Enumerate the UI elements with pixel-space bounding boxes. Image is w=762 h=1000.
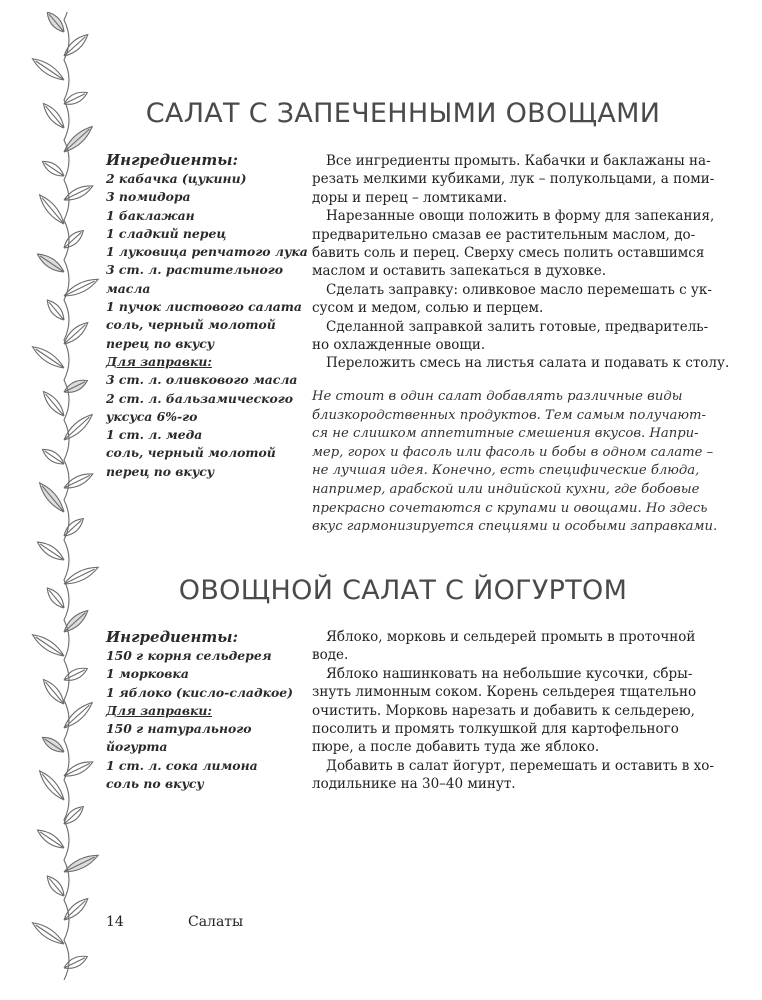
leaf-icon bbox=[40, 734, 67, 756]
instruction-line: лодильнике на 30–40 минут. bbox=[312, 776, 516, 793]
instruction-line: знуть лимонным соком. Корень сельдерея тщательно bbox=[312, 684, 697, 701]
note-line: ся не слишком аппетитные смешения вкусов. Напри- bbox=[312, 426, 699, 442]
leaf-icon bbox=[61, 607, 91, 635]
leaf-icon bbox=[61, 31, 91, 59]
note-line: Не стоит в один салат добавлять различные виды bbox=[312, 389, 683, 404]
instruction-line: Яблоко нашинковать на небольшие кусочки, сбры- bbox=[326, 665, 693, 682]
leaf-icon bbox=[62, 851, 100, 876]
dressing-item: перец по вкусу bbox=[106, 463, 215, 479]
dressing-item: 150 г натурального bbox=[106, 721, 252, 737]
leaf-icon bbox=[61, 227, 86, 251]
note-line: не лучшая идея. Конечно, есть специфические блюда, bbox=[312, 463, 700, 479]
leaf-vine-border bbox=[18, 12, 110, 980]
note-line: например, арабской или индийской кухни, где бобовые bbox=[312, 481, 700, 497]
chapter-name: Салаты bbox=[188, 914, 244, 930]
leaf-icon bbox=[30, 631, 67, 660]
ingredients-block-2 bbox=[106, 627, 306, 793]
ingredients-block-1 bbox=[106, 150, 306, 481]
instruction-line: резать мелкими кубиками, лук – полукольцами, а поми- bbox=[312, 171, 715, 188]
leaf-icon bbox=[62, 665, 89, 684]
instruction-line: пюре, а после добавить туда же яблоко. bbox=[312, 739, 600, 756]
dressing-item: уксуса 6%-го bbox=[106, 408, 198, 424]
ingredient-item: 2 кабачка (цукини) bbox=[106, 171, 247, 186]
dressing-item: соль по вкусу bbox=[106, 776, 204, 792]
dressing-item: 1 ст. л. сока лимона bbox=[106, 757, 258, 773]
leaf-icon bbox=[30, 55, 67, 84]
instruction-line: Сделанной заправкой залить готовые, предваритель- bbox=[326, 318, 709, 335]
leaf-icon bbox=[62, 470, 95, 492]
instruction-line: посолить и промять толкушкой для картофельного bbox=[312, 721, 679, 738]
ingredient-item: соль, черный молотой bbox=[106, 317, 276, 333]
leaf-icon bbox=[61, 515, 86, 539]
dressing-heading: Для заправки: bbox=[106, 702, 213, 718]
instruction-line: Переложить смесь на листья салата и подавать к столу. bbox=[326, 355, 730, 372]
leaf-icon bbox=[36, 768, 67, 803]
leaf-icon bbox=[62, 563, 100, 588]
leaf-icon bbox=[40, 101, 67, 131]
leaf-icon bbox=[44, 873, 68, 899]
instruction-line: доры и перец – ломтиками. bbox=[312, 189, 507, 206]
dressing-item: 2 ст. л. бальзамического bbox=[106, 390, 294, 406]
leaf-icon bbox=[35, 538, 67, 563]
instruction-line: маслом и оставить запекаться в духовке. bbox=[312, 263, 607, 280]
instruction-line: Яблоко, морковь и сельдерей промыть в проточной bbox=[326, 629, 696, 645]
dressing-item: 1 ст. л. меда bbox=[106, 427, 203, 443]
instruction-line: Нарезанные овощи положить в форму для запекания, bbox=[326, 208, 715, 225]
leaf-icon bbox=[40, 389, 67, 419]
ingredient-item: 1 сладкий перец bbox=[106, 225, 227, 241]
leaf-icon bbox=[61, 319, 91, 347]
ingredient-item: 1 яблоко (кисло-сладкое) bbox=[106, 684, 293, 700]
leaf-icon bbox=[61, 123, 95, 155]
leaf-icon bbox=[30, 919, 67, 948]
page-number: 14 bbox=[106, 914, 124, 930]
leaf-icon bbox=[36, 480, 67, 515]
ingredients-heading: Ингредиенты: bbox=[106, 628, 239, 646]
leaf-icon bbox=[36, 192, 67, 227]
instruction-line: предварительно смазав ее растительным маслом, до- bbox=[312, 226, 696, 243]
dressing-item: соль, черный молотой bbox=[106, 445, 276, 461]
dressing-heading: Для заправки: bbox=[106, 353, 213, 369]
leaf-icon bbox=[62, 953, 89, 972]
instruction-line: очистить. Морковь нарезать и добавить к сельдерею, bbox=[312, 702, 695, 719]
dressing-item: 3 ст. л. оливкового масла bbox=[106, 372, 298, 388]
vine-stem bbox=[64, 12, 69, 980]
ingredient-item: 1 баклажан bbox=[106, 207, 195, 223]
leaf-icon bbox=[35, 826, 67, 851]
ingredient-item: 150 г корня сельдерея bbox=[106, 648, 272, 663]
instruction-line: воде. bbox=[312, 647, 349, 664]
note-line: мер, горох и фасоль или фасоль и бобы в одном салате – bbox=[312, 444, 714, 460]
dressing-item: йогурта bbox=[106, 739, 168, 755]
instruction-line: но охлажденные овощи. bbox=[312, 337, 486, 354]
instruction-line: Добавить в салат йогурт, перемешать и оставить в хо- bbox=[326, 757, 714, 774]
ingredient-item: перец по вкусу bbox=[106, 335, 215, 351]
leaf-icon bbox=[44, 585, 68, 611]
leaf-icon bbox=[35, 250, 67, 275]
recipe-title-2: ОВОЩНОЙ САЛАТ С ЙОГУРТОМ bbox=[178, 575, 628, 606]
note-line: близкородственных продуктов. Тем самым получают- bbox=[312, 407, 706, 423]
instructions-block-2 bbox=[312, 628, 714, 794]
leaf-icon bbox=[61, 895, 91, 923]
instructions-block-1 bbox=[312, 152, 730, 373]
instruction-line: Все ингредиенты промыть. Кабачки и баклажаны на- bbox=[326, 153, 711, 169]
note-line: вкус гармонизируется специями и особыми заправками. bbox=[312, 519, 718, 535]
ingredient-item: масла bbox=[106, 280, 151, 296]
ingredient-item: 1 луковица репчатого лука bbox=[106, 244, 308, 260]
leaf-icon bbox=[61, 803, 86, 827]
note-line: прекрасно сочетаются с крупами и овощами. Но здесь bbox=[312, 500, 708, 516]
leaf-icon bbox=[40, 446, 67, 468]
ingredient-item: 3 помидора bbox=[106, 189, 191, 205]
leaf-icon bbox=[30, 343, 67, 372]
leaf-icon bbox=[40, 158, 67, 180]
leaf-icon bbox=[62, 182, 95, 204]
instruction-line: бавить соль и перец. Сверху смесь полить оставшимся bbox=[312, 245, 705, 262]
ingredient-item: 1 морковка bbox=[106, 666, 189, 682]
leaf-icon bbox=[44, 12, 68, 35]
leaf-icon bbox=[40, 677, 67, 707]
ingredients-heading: Ингредиенты: bbox=[106, 151, 239, 169]
recipe-title-1: САЛАТ С ЗАПЕЧЕННЫМИ ОВОЩАМИ bbox=[145, 98, 661, 129]
tip-note bbox=[312, 388, 718, 537]
ingredient-item: 1 пучок листового салата bbox=[106, 299, 302, 315]
ingredient-item: 3 ст. л. растительного bbox=[106, 262, 284, 278]
leaf-icon bbox=[62, 758, 95, 780]
instruction-line: Сделать заправку: оливковое масло перемешать с ук- bbox=[326, 281, 712, 298]
instruction-line: сусом и медом, солью и перцем. bbox=[312, 300, 544, 317]
